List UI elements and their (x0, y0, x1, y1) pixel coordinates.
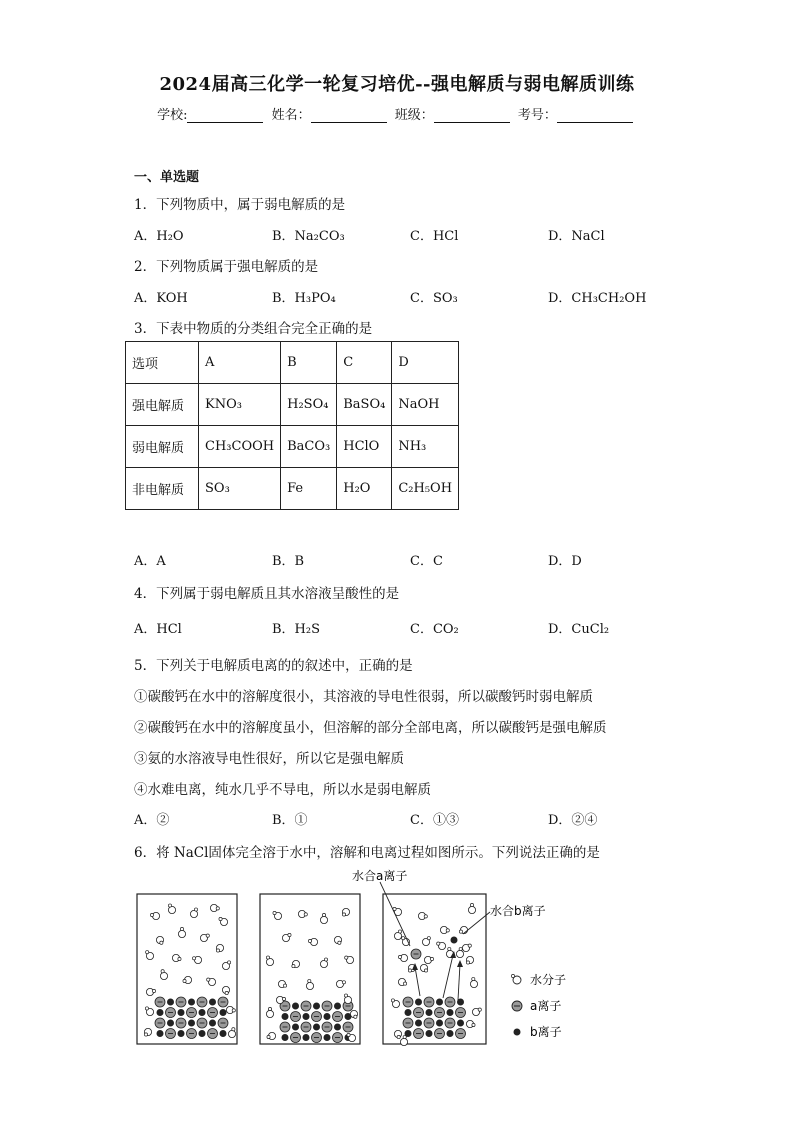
label-hydrated-b: 水合b离子 (490, 904, 546, 918)
water-molecule (222, 986, 229, 994)
water-molecule (394, 1030, 401, 1038)
q1-option-c[interactable]: C．HCl (410, 229, 459, 244)
water-molecule (394, 930, 401, 940)
water-molecule (466, 1020, 475, 1027)
arrowhead (457, 960, 463, 967)
water-molecule (146, 988, 155, 995)
water-molecule (200, 934, 209, 942)
student-info-line (0, 104, 794, 123)
b-ion (199, 1009, 206, 1016)
legend-water-label: 水分子 (530, 973, 567, 987)
q5-statement-1: ①碳酸钙在水中的溶解度很小，其溶液的导电性很弱，所以碳酸钙时弱电解质 (134, 689, 593, 705)
q5-option-c[interactable]: C．①③ (410, 813, 459, 828)
question-3-stem: 3．下表中物质的分类组合完全正确的是 (134, 321, 373, 337)
q2-option-d[interactable]: D．CH₃CH₂OH (548, 291, 647, 306)
water-molecule (222, 961, 230, 970)
q1-option-d[interactable]: D．NaCl (548, 229, 605, 244)
arrow-to-hydrated-b (443, 955, 453, 998)
water-molecule (228, 1028, 235, 1038)
school-blank[interactable] (187, 109, 263, 123)
b-ion (405, 1009, 412, 1016)
b-ion (451, 937, 458, 944)
q3-option-a[interactable]: A．A (134, 554, 166, 569)
q5-statement-3: ③氨的水溶液导电性很好，所以它是强电解质 (134, 751, 404, 767)
water-molecule (320, 913, 327, 923)
question-6-stem: 6．将 NaCl固体完全溶于水中，溶解和电离过程如图所示。下列说法正确的是 (134, 845, 600, 861)
q5-statement-2: ②碳酸钙在水中的溶解度虽小，但溶解的部分全部电离，所以碳酸钙是强电解质 (134, 720, 607, 736)
b-ion (157, 1009, 164, 1016)
b-ion (447, 1009, 454, 1016)
q3-option-c[interactable]: C．C (410, 554, 443, 569)
water-molecule (146, 951, 154, 960)
water-molecule (216, 944, 223, 952)
water-molecule (440, 926, 449, 933)
q5-option-d[interactable]: D．②④ (548, 813, 598, 828)
q4-option-d[interactable]: D．CuCl₂ (548, 622, 610, 637)
legend-b-label: b离子 (530, 1025, 562, 1039)
question-1-stem: 1．下列物质中，属于弱电解质的是 (134, 197, 346, 213)
section-heading: 一、单选题 (134, 170, 200, 185)
water-molecule (466, 956, 473, 964)
legend-a-label: a离子 (530, 999, 562, 1013)
table-cell: BaCO₃ (281, 426, 337, 468)
water-molecule (398, 954, 407, 961)
q3-option-d[interactable]: D．D (548, 554, 582, 569)
q2-option-a[interactable]: A．KOH (134, 291, 188, 306)
water-molecule (344, 994, 351, 1004)
exam-number-blank[interactable] (557, 109, 633, 123)
classification-table (125, 341, 459, 510)
b-ion (178, 1009, 185, 1016)
question-4-stem: 4．下列属于弱电解质且其水溶液呈酸性的是 (134, 586, 400, 602)
water-molecule (278, 980, 286, 987)
table-header-row (126, 342, 459, 384)
b-ion (220, 1009, 227, 1016)
b-ion (313, 1024, 320, 1031)
water-molecule (150, 912, 159, 919)
table-cell: NaOH (392, 384, 459, 426)
table-cell: C (337, 342, 392, 384)
table-cell: BaSO₄ (337, 384, 392, 426)
q5-option-b[interactable]: B．① (272, 813, 308, 828)
legend-water-icon-h (511, 974, 514, 977)
water-molecule (219, 917, 228, 925)
water-molecule (183, 976, 192, 983)
b-ion (334, 1003, 341, 1010)
water-molecule (462, 944, 471, 952)
water-molecule (418, 912, 427, 919)
nacl-dissolution-figure (120, 864, 680, 1054)
water-molecule (266, 956, 273, 966)
table-cell: SO₃ (199, 468, 281, 510)
water-molecule (334, 936, 341, 944)
name-blank[interactable] (311, 109, 387, 123)
water-molecule (424, 956, 433, 963)
b-ion (209, 999, 216, 1006)
water-molecule (437, 942, 446, 950)
water-molecule (400, 1035, 407, 1045)
water-molecule (422, 937, 430, 946)
b-ion (303, 1013, 310, 1020)
q3-option-b[interactable]: B．B (272, 554, 305, 569)
water-molecule (145, 1007, 153, 1016)
q5-option-a[interactable]: A．② (134, 813, 170, 828)
b-ion (426, 1030, 433, 1037)
question-5-stem: 5．下列关于电解质电离的的叙述中，正确的是 (134, 658, 413, 674)
b-ion (457, 1020, 464, 1027)
table-row (126, 468, 459, 510)
b-ion (436, 999, 443, 1006)
table-cell: Fe (281, 468, 337, 510)
q2-option-b[interactable]: B．H₃PO₄ (272, 291, 336, 306)
water-molecule (178, 927, 185, 937)
legend (511, 972, 566, 1039)
q4-option-b[interactable]: B．H₂S (272, 622, 321, 637)
water-molecule (345, 956, 354, 964)
q4-option-a[interactable]: A．HCl (134, 622, 182, 637)
b-ion (282, 1013, 289, 1020)
b-ion (415, 1020, 422, 1027)
table-row (126, 384, 459, 426)
b-ion (324, 1013, 331, 1020)
table-cell: H₂SO₄ (281, 384, 337, 426)
b-ion (324, 1034, 331, 1041)
b-ion (282, 1034, 289, 1041)
table-cell: H₂O (337, 468, 392, 510)
table-cell: NH₃ (392, 426, 459, 468)
b-ion (178, 1030, 185, 1037)
water-molecule (391, 999, 399, 1008)
legend-b-ion-icon (514, 1029, 521, 1036)
water-molecule (398, 978, 406, 985)
water-molecule (459, 926, 467, 933)
b-ion (313, 1003, 320, 1010)
water-molecule (320, 958, 327, 968)
water-molecule (192, 956, 201, 963)
q2-option-c[interactable]: C．SO₃ (410, 291, 458, 306)
water-molecule (168, 904, 175, 914)
b-ion (292, 1024, 299, 1031)
table-cell: KNO₃ (199, 384, 281, 426)
b-ion (157, 1030, 164, 1037)
q1-option-a[interactable]: A．H₂O (134, 229, 184, 244)
b-ion (188, 999, 195, 1006)
dissolution-diagram (120, 864, 680, 1054)
water-molecule (350, 1010, 357, 1018)
arrow-to-hydrated-a (415, 967, 420, 996)
table-row (126, 426, 459, 468)
water-molecule (282, 933, 291, 941)
b-ion (199, 1030, 206, 1037)
water-molecule (336, 980, 345, 987)
water-molecule (190, 908, 197, 918)
water-molecule (306, 979, 313, 989)
water-molecule (308, 938, 317, 945)
water-molecule (456, 947, 463, 957)
water-molecule (470, 977, 477, 987)
water-molecule (226, 1006, 235, 1013)
water-molecule (472, 1008, 481, 1016)
water-molecule (210, 904, 219, 911)
table-cell: B (281, 342, 337, 384)
water-molecule (468, 903, 475, 913)
table-cell: 非电解质 (126, 468, 199, 510)
water-molecule (156, 936, 163, 944)
b-ion (220, 1030, 227, 1037)
name-label: 姓名： (271, 108, 311, 123)
water-molecule (298, 910, 307, 917)
class-blank[interactable] (434, 109, 510, 123)
table-cell: D (392, 342, 459, 384)
school-label: 学校: (157, 108, 188, 123)
water-molecule (420, 964, 427, 972)
table-cell: A (199, 342, 281, 384)
water-molecule (266, 1007, 273, 1017)
water-molecule (144, 1028, 151, 1036)
b-ion (436, 1020, 443, 1027)
water-molecule (292, 960, 300, 967)
b-ion (167, 999, 174, 1006)
table-cell: 选项 (126, 342, 199, 384)
b-ion (209, 1020, 216, 1027)
water-molecule (172, 954, 181, 961)
exam-number-label: 考号： (517, 108, 557, 123)
b-ion (426, 1009, 433, 1016)
table-cell: CH₃COOH (199, 426, 281, 468)
b-ion (188, 1020, 195, 1027)
table-cell: C₂H₅OH (392, 468, 459, 510)
q4-option-c[interactable]: C．CO₂ (410, 622, 459, 637)
class-label: 班级： (394, 108, 434, 123)
arrow-to-hydrated-b-2 (458, 964, 460, 1000)
water-molecule (342, 908, 349, 916)
b-ion (334, 1024, 341, 1031)
water-molecule (160, 970, 167, 980)
b-ion (415, 999, 422, 1006)
water-molecule (273, 911, 282, 919)
label-hydrated-a: 水合a离子 (352, 869, 408, 883)
question-2-stem: 2．下列物质属于强电解质的是 (134, 259, 319, 275)
b-ion (167, 1020, 174, 1027)
water-molecule (402, 937, 410, 946)
b-ion (292, 1003, 299, 1010)
q1-option-b[interactable]: B．Na₂CO₃ (272, 229, 345, 244)
q5-statement-4: ④水难电离，纯水几乎不导电，所以水是弱电解质 (134, 782, 431, 798)
water-molecule (207, 978, 216, 986)
table-cell: 强电解质 (126, 384, 199, 426)
b-ion (303, 1034, 310, 1041)
table-cell: 弱电解质 (126, 426, 199, 468)
table-cell: HClO (337, 426, 392, 468)
water-molecule (267, 1032, 276, 1039)
page-title: 2024届高三化学一轮复习培优--强电解质与弱电解质训练 (159, 74, 635, 95)
b-ion (447, 1030, 454, 1037)
